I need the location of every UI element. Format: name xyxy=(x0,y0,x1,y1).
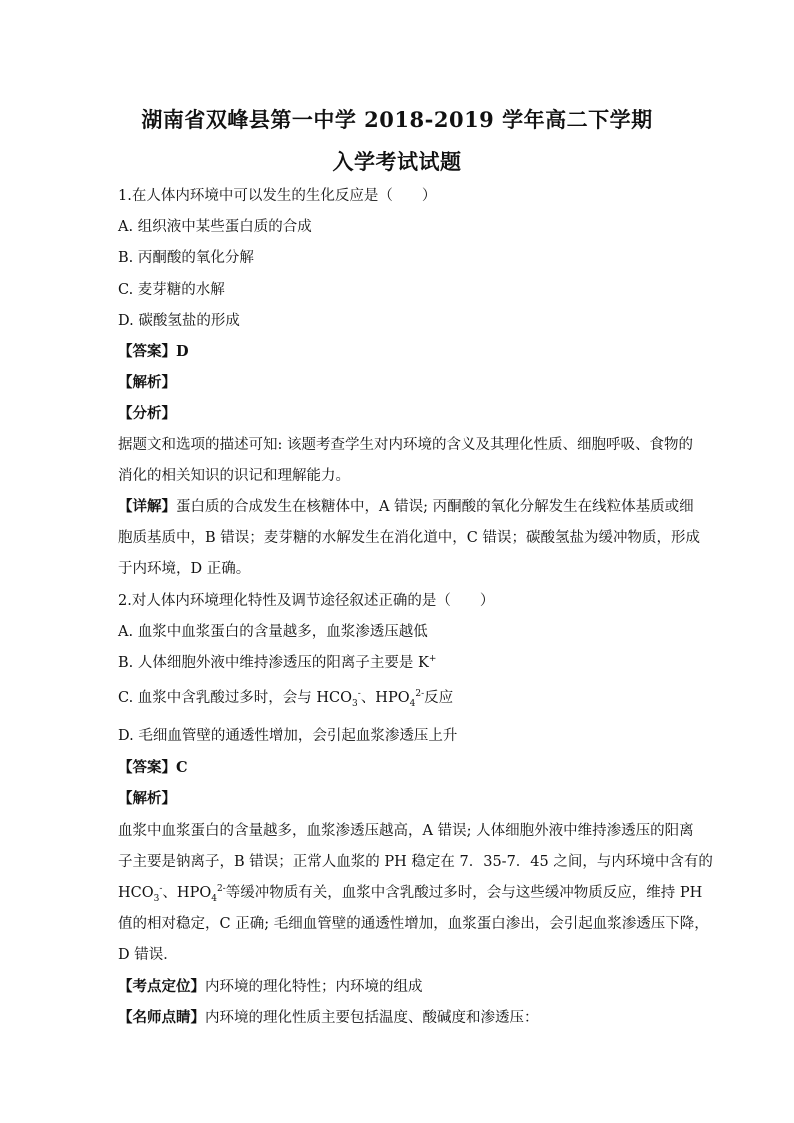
q2-kaodian-text: 内环境的理化特性；内环境的组成 xyxy=(205,979,423,995)
q2-option-c-pre: C. 血浆中含乳酸过多时，会与 HCO xyxy=(118,690,353,706)
q2-body-line-4: 值的相对稳定，C 正确; 毛细血管壁的通透性增加，血浆蛋白渗出，会引起血浆渗透压下降， xyxy=(118,916,709,932)
q1-option-b: B. 丙酮酸的氧化分解 xyxy=(118,250,254,266)
q2-body-line-1: 血浆中血浆蛋白的含量越多，血浆渗透压越高，A 错误; 人体细胞外液中维持渗透压的阳离 xyxy=(118,823,694,839)
q2-option-a: A. 血浆中血浆蛋白的含量越多，血浆渗透压越低 xyxy=(118,624,428,640)
q1-detail-label: 【详解】 xyxy=(118,498,176,515)
q2-mingshi-line xyxy=(118,1008,678,1028)
q2-body-3-post: 等缓冲物质有关，血浆中含乳酸过多时，会与这些缓冲物质反应，维持 PH xyxy=(225,885,703,901)
q1-stem: 1.在人体内环境中可以发生的生化反应是（ ） xyxy=(118,188,437,204)
q2-body-3-mid: 、HPO xyxy=(162,885,212,901)
title-line-1: 湖南省双峰县第一中学 2018-2019 学年高二下学期 xyxy=(141,107,653,132)
q2-option-b-sup: + xyxy=(428,654,437,665)
q2-option-c-sub1: 3 xyxy=(352,698,358,709)
q2-option-c-post: 反应 xyxy=(424,690,454,706)
q1-detail-line-1 xyxy=(118,497,694,517)
q1-detail-line-3: 于内环境，D 正确。 xyxy=(118,561,251,577)
q2-stem: 2.对人体内环境理化特性及调节途径叙述正确的是（ ） xyxy=(118,593,495,609)
q2-body-3-sup1: - xyxy=(159,884,163,895)
q2-body-line-3 xyxy=(118,883,703,904)
q2-answer: 【答案】C xyxy=(118,759,188,776)
q2-option-c-mid: 、HPO xyxy=(360,690,410,706)
title-line-2: 入学考试试题 xyxy=(332,149,462,174)
q1-fenxi-label: 【分析】 xyxy=(118,405,176,422)
q2-body-3-sup2: 2- xyxy=(216,884,226,895)
q2-body-3-sub1: 3 xyxy=(153,893,160,904)
q1-fenxi-line-1: 据题文和选项的描述可知: 该题考查学生对内环境的含义及其理化性质、细胞呼吸、食物的 xyxy=(118,437,693,453)
q1-analysis-label: 【解析】 xyxy=(118,374,176,391)
q1-option-a: A. 组织液中某些蛋白质的合成 xyxy=(118,219,312,235)
q2-kaodian-line xyxy=(118,977,678,997)
q2-body-line-2: 子主要是钠离子，B 错误；正常人血浆的 PH 稳定在 7．35-7．45 之间，与内环境中含有的 xyxy=(118,854,713,870)
q2-mingshi-label: 【名师点睛】 xyxy=(118,1009,205,1026)
q2-option-c-sup1: - xyxy=(357,689,361,700)
q2-kaodian-label: 【考点定位】 xyxy=(118,978,205,995)
q2-option-c xyxy=(118,688,678,708)
q1-answer: 【答案】D xyxy=(118,343,189,360)
q1-option-c: C. 麦芽糖的水解 xyxy=(118,282,225,298)
q2-body-3-pre: HCO xyxy=(118,885,154,901)
q2-option-c-sub2: 4 xyxy=(409,698,416,709)
q2-option-b-text: B. 人体细胞外液中维持渗透压的阳离子主要是 K xyxy=(118,655,429,671)
q1-option-d: D. 碳酸氢盐的形成 xyxy=(118,313,240,329)
q2-mingshi-text: 内环境的理化性质主要包括温度、酸碱度和渗透压： xyxy=(205,1010,539,1026)
q2-body-3-sub2: 4 xyxy=(211,893,217,904)
q2-option-c-sup2: 2- xyxy=(415,689,425,700)
q2-analysis-label: 【解析】 xyxy=(118,790,176,807)
q1-fenxi-line-2: 消化的相关知识的识记和理解能力。 xyxy=(118,468,350,484)
q2-body-line-5: D 错误． xyxy=(118,947,178,963)
q1-detail-line-2: 胞质基质中，B 错误；麦芽糖的水解发生在消化道中，C 错误；碳酸氢盐为缓冲物质，形成 xyxy=(118,530,700,546)
q2-option-d: D. 毛细血管壁的通透性增加，会引起血浆渗透压上升 xyxy=(118,728,458,744)
q1-detail-text-1: 蛋白质的合成发生在核糖体中，A 错误; 丙酮酸的氧化分解发生在线粒体基质或细 xyxy=(176,499,694,515)
q2-option-b xyxy=(118,653,678,673)
